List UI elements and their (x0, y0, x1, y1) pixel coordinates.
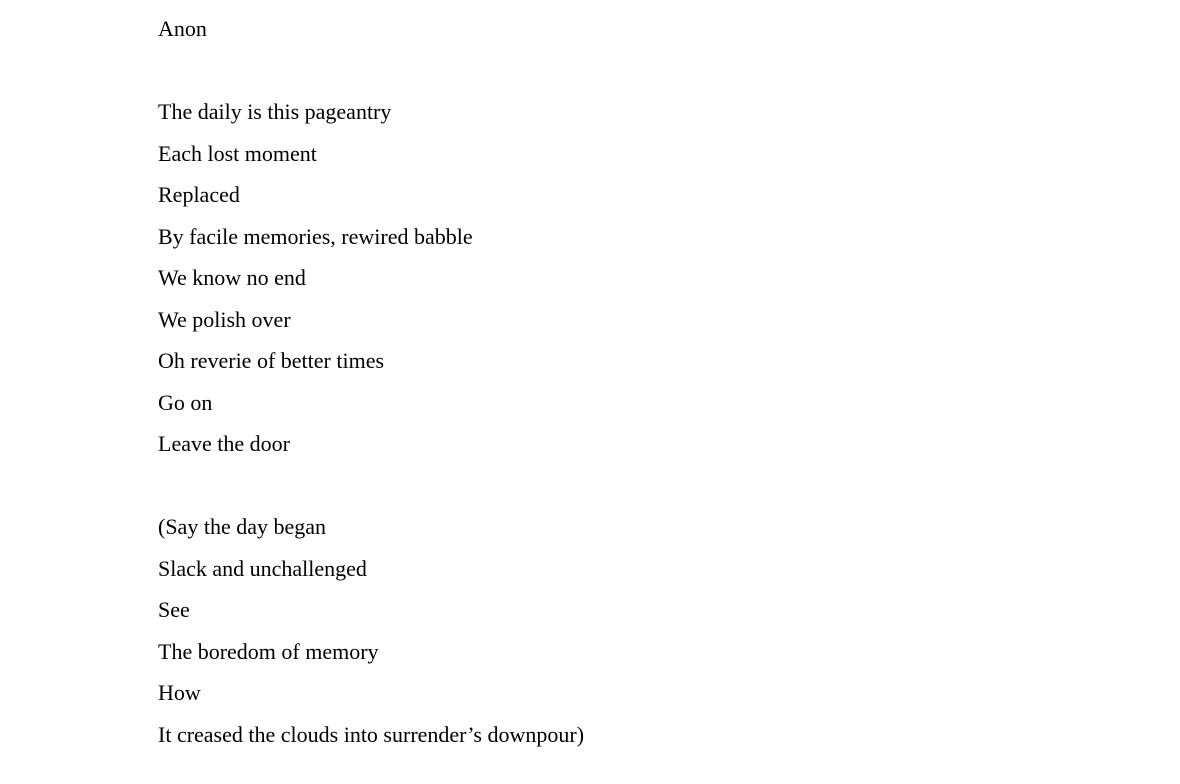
poem-line: Oh reverie of better times (158, 348, 385, 373)
stanza-break (158, 50, 584, 92)
stanza-break (158, 465, 584, 507)
poem-title: Anon (158, 16, 207, 41)
poem-line: Go on (158, 389, 213, 415)
poem-line: Slack and unchallenged (158, 555, 367, 581)
poem-line: (Say the day began (158, 514, 326, 539)
poem-line: We polish over (158, 306, 291, 332)
poem-line: Each lost moment (158, 140, 317, 166)
poem (158, 8, 584, 755)
poem-line: See (158, 597, 190, 622)
stanza-1 (158, 91, 584, 465)
poem-line: The boredom of memory (158, 638, 379, 664)
poem-line: Replaced (158, 182, 240, 207)
poem-line: Leave the door (158, 431, 290, 456)
poem-line: By facile memories, rewired babble (158, 223, 473, 249)
stanza-2 (158, 506, 584, 755)
poem-line: How (158, 680, 201, 705)
poem-line: It creased the clouds into surrender’s downpour) (158, 721, 585, 747)
poem-line: We know no end (158, 265, 306, 290)
poem-line: The daily is this pageantry (158, 99, 392, 124)
